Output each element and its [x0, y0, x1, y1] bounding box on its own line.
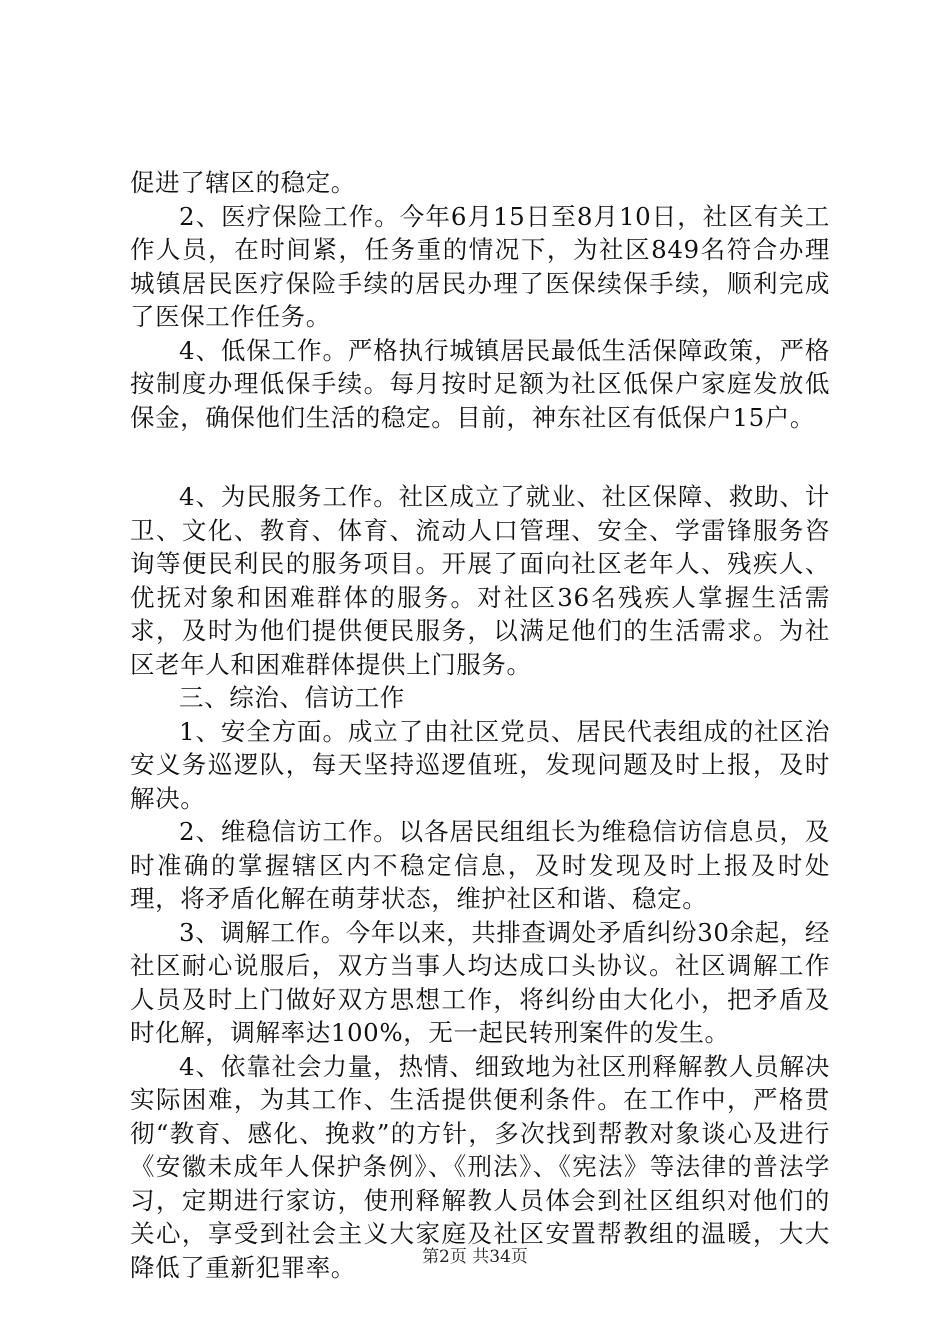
paragraph-rehabilitation-support: 4、依靠社会力量，热情、细致地为社区刑释解教人员解决实际困难，为其工作、生活提供便利条件。在工作中，严格贯彻“教育、感化、挽救”的方针，多次找到帮教对象谈心及进行《安徽未成年人保护条例》、《刑法》、《宪法》等法律的普法学习，定期进行家访，使刑释解教人员体会到社区组织对他们的关心，享受到社会主义大家庭及社区安置帮教组的温暖，大大降低了重新犯罪率。 — [130, 1051, 830, 1282]
paragraph-continuation: 促进了辖区的稳定。 — [130, 168, 356, 197]
paragraph-minimum-living-allowance: 4、低保工作。严格执行城镇居民最低生活保障政策，严格按制度办理低保手续。每月按时足额为社区低保户家庭发放低保金，确保他们生活的稳定。目前，神东社区有低保户15户。 — [130, 335, 830, 432]
paragraph-safety: 1、安全方面。成立了由社区党员、居民代表组成的社区治安义务巡逻队，每天坚持巡逻值班，发现问题及时上报，及时解决。 — [130, 716, 830, 813]
paragraph-medical-insurance: 2、医疗保险工作。今年6月15日至8月10日，社区有关工作人员，在时间紧，任务重的情况下，为社区849名符合办理城镇居民医疗保险手续的居民办理了医保续保手续，顺利完成了医保工作任务。 — [130, 201, 830, 331]
paragraph-mediation: 3、调解工作。今年以来，共排查调处矛盾纠纷30余起，经社区耐心说服后，双方当事人均达成口头协议。社区调解工作人员及时上门做好双方思想工作，将纠纷由大化小，把矛盾及时化解，调解率达100%，无一起民转刑案件的发生。 — [130, 917, 830, 1047]
document-body — [130, 166, 830, 1284]
paragraph-petition-stability: 2、维稳信访工作。以各居民组组长为维稳信访信息员，及时准确的掌握辖区内不稳定信息，及时发现及时上报及时处理，将矛盾化解在萌芽状态，维护社区和谐、稳定。 — [130, 817, 830, 913]
page-number-footer: 第2页 共34页 — [422, 1247, 528, 1267]
paragraph-public-service: 4、为民服务工作。社区成立了就业、社区保障、救助、计卫、文化、教育、体育、流动人口管理、安全、学雷锋服务咨询等便民利民的服务项目。开展了面向社区老年人、残疾人、优抚对象和困难群体的服务。对社区36名残疾人掌握生活需求，及时为他们提供便民服务，以满足他们的生活需求。为社区老年人和困难群体提供上门服务。 — [130, 482, 830, 679]
section-heading-comprehensive-governance: 三、综治、信访工作 — [179, 683, 405, 712]
